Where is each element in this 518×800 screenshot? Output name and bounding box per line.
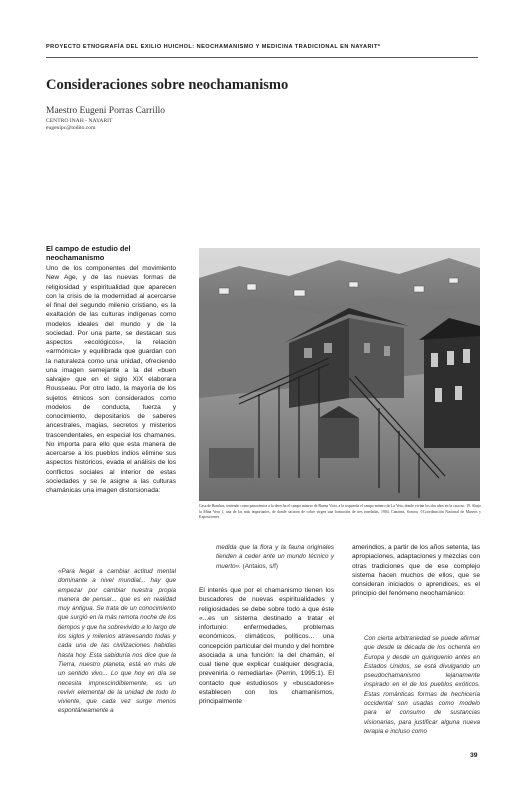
running-header: PROYECTO ETNOGRAFÍA DEL EXILIO HUICHOL: NEOCHAMANISMO Y MEDICINA TRADICIONAL EN NAYARIT* <box>46 44 381 50</box>
column-3-text: amerindios, a partir de los años setenta, las apropiaciones, adaptaciones y mezclas con otras tradiciones que de ese complejo sistema hacen muchos de ellos, que se consideran iniciados o aprendices, es el principio del fenómeno neochamánico: <box>352 544 480 598</box>
block-quote-1: «Para llegar a cambiar actitud mental dominante a nivel mundial... hay que empezar por cambiar nuestra propia manera de pensar... que es en realidad muy antigua. Se trata de un conocimiento que surgió en la más remota noche de los tiempos y que ha sobrevivido a lo largo de los siglos y milenios atravesando todas y cada una de las civilizaciones habidas hasta hoy. Esta sabiduría nos dice que la Tierra, nuestro planeta, está en más de un sentido vivo... Lo que hoy en día se necesita imprescindiblemente, es un revivir elemental de la unidad de todo lo viviente, que cada vez surge menos espontáneamente a <box>58 568 176 715</box>
block-quote-1-continued <box>216 543 334 571</box>
header-divider <box>46 57 478 58</box>
page-number: 39 <box>470 752 478 759</box>
author-affiliation: CENTRO INAH - NAYARIT <box>46 118 113 124</box>
article-author: Maestro Eugeni Porras Carrillo <box>46 106 165 116</box>
block-quote-1-citation: (Antaios, s/f) <box>242 562 278 570</box>
column-2-text: El interés que por el chamanismo tienen los buscadores de nuevas espiritualidades y religiosidades se debe sobre todo a que éste «...es un sistema destinado a tratar el infortunio: enfermedades, problemas económicos, climáticos, políticos... una concepción particular del mundo y del hombre asociada a una función: la del chamán, el cual tiene que explicar cualquier desgracia, prevenirla o remediarla» (Perrin, 1995:1). El contacto que estudiosos y «buscadores» establecen con los chamanismos, principalmente <box>199 587 334 705</box>
author-email: eugenipc@todito.com <box>46 125 96 132</box>
section-heading: El campo de estudio del neochamanismo <box>46 244 131 262</box>
article-title: Consideraciones sobre neochamanismo <box>46 77 289 93</box>
block-quote-2: Con cierta arbitrariedad se puede afirmar que desde la década de los ochenta en Europa y desde un quinquenio antes en Estados Unidos, se está divulgando un pseudochamanismo lejanamente inspirado en el de los pueblos exóticos. Estas románticas formas de hechicería occidental son usadas como modelo para el consumo de sustancias visionarias, para justificar alguna nueva terapia e incluso como <box>364 635 480 735</box>
author-affiliation-block <box>46 118 112 133</box>
block-quote-1-continued-text: medida que la flora y la fauna originales tienden a ceder ante un mundo técnico y muerto». <box>216 544 334 570</box>
mining-camp-photo <box>199 248 480 501</box>
column-1-text: Uno de los componentes del movimiento New Age, y de las nuevas formas de religiosidad y espiritualidad que aparecen con la crisis de la modernidad al acercarse el final del segundo milenio cristiano, es la exaltación de las culturas indígenas como modelos ideales del mundo y de la sociedad. Por una parte, se destacan sus aspectos «ecológicos», la relación «armónica» y equilibrada que guardan con la naturaleza como una unidad, ofreciendo una imagen semejante a la del «buen salvaje» que en el siglo XIX elaborara Rousseau. Por otro lado, la mayoría de los sujetos étnicos son considerados como modelos de conducta, fuerza y conocimiento, depositarios de saberes ancestrales, magias, secretos y misterios trascendentales, en especial los chamanes. No importa para ello que esta manera de acercarse a los pueblos indios elimine sus aspectos históricos, evada el análisis de los conflictos sociales al interior de estas sociedades y se le asigne a las culturas chamánicas una imagen distorsionada: <box>46 265 176 494</box>
photo-caption: Casa de Bombas, teniendo como panorámica a la derecha el campo minero de Buena Vista, a la izquierda el campo minero de La Veta, donde vivían los dos años en la casa no. 19. Abajo la Mina Vera 1, una de las más importantes, de donde sacaron de cobre virgen una formación de tres toneladas, 1904. Cananea, Sonora. ©Coordinación Nacional de Museos y Exposiciones <box>199 504 481 519</box>
